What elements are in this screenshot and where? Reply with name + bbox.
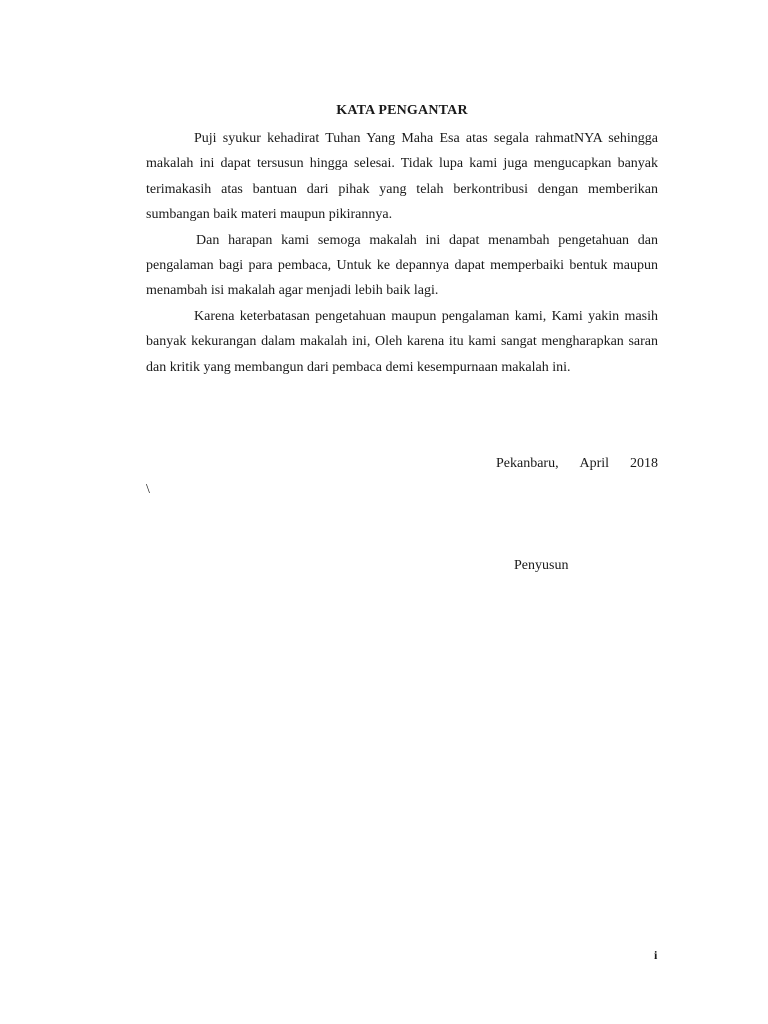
body-text: [146, 126, 658, 380]
page-title: KATA PENGANTAR: [336, 103, 468, 118]
paragraph-2: Dan harapan kami semoga makalah ini dapat menambah pengetahuan dan pengalaman bagi para pembaca, Untuk ke depannya dapat memperbaiki bentuk maupun menambah isi makalah agar menjadi lebih baik lagi.: [146, 232, 658, 299]
paragraph-3: Karena keterbatasan pengetahuan maupun pengalaman kami, Kami yakin masih banyak kekurangan dalam makalah ini, Oleh karena itu kami sangat mengharapkan saran dan kritik yang membangun dari pembaca demi kesempurnaan makalah ini.: [146, 308, 658, 375]
paragraph-1: Puji syukur kehadirat Tuhan Yang Maha Esa atas segala rahmatNYA sehingga makalah ini dapat tersusun hingga selesai. Tidak lupa kami juga mengucapkan banyak terimakasih atas bantuan dari pihak yang telah berkontribusi dengan memberikan sumbangan baik materi maupun pikirannya.: [146, 131, 658, 223]
place-text: Pekanbaru,: [496, 456, 559, 471]
stray-mark: \: [146, 482, 150, 497]
year-text: 2018: [630, 456, 658, 471]
month-text: April: [579, 456, 610, 471]
signer-label: Penyusun: [514, 558, 569, 573]
page-number: i: [654, 948, 658, 962]
place-date-line: [496, 453, 658, 475]
